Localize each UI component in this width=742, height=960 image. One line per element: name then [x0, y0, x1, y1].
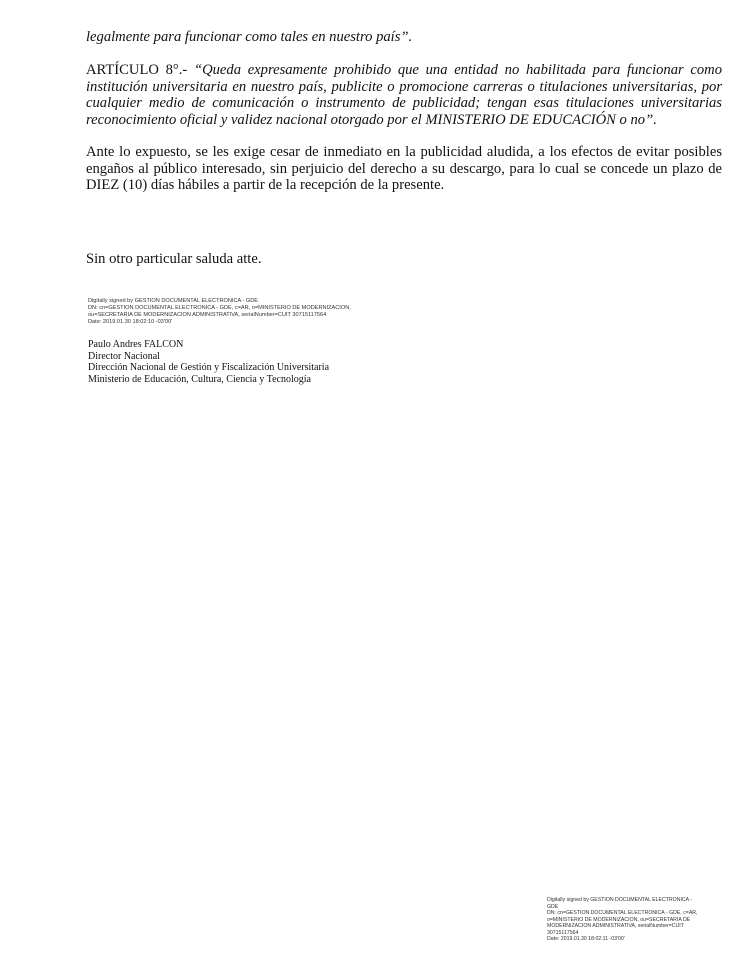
footer-signature-line: Digitally signed by GESTION DOCUMENTAL ELECTRONICA -: [547, 897, 692, 903]
footer-signature-line: Date: 2019.01.30 18:02:11 -03'00': [547, 936, 625, 942]
footer-signature-line: DN: cn=GESTION DOCUMENTAL ELECTRONICA - GDE, c=AR,: [547, 910, 698, 916]
signature-line: DN: cn=GESTION DOCUMENTAL ELECTRONICA - GDE, c=AR, o=MINISTERIO DE MODERNIZACION,: [88, 305, 351, 311]
footer-signature-line: o=MINISTERIO DE MODERNIZACION, ou=SECRETARIA DE: [547, 916, 691, 923]
signer-block: [88, 339, 329, 385]
signature-line: Date: 2019.01.30 18:02:10 -03'00': [88, 319, 173, 325]
continuation-paragraph: legalmente para funcionar como tales en nuestro país”.: [86, 29, 413, 45]
signer-ministry: Ministerio de Educación, Cultura, Ciencia y Tecnología: [88, 373, 311, 385]
signature-line: Digitally signed by GESTION DOCUMENTAL ELECTRONICA - GDE: [88, 298, 259, 304]
articulo-label: ARTÍCULO 8°.-: [86, 62, 188, 78]
footer-signature-line: GDE: [547, 903, 559, 910]
closing-salutation: Sin otro particular saluda atte.: [86, 251, 262, 267]
footer-digital-signature-stamp: [547, 897, 712, 943]
signature-line: ou=SECRETARIA DE MODERNIZACION ADMINISTRATIVA, serialNumber=CUIT 30715117564: [88, 312, 327, 318]
footer-signature-line: 30715117564: [547, 929, 579, 936]
footer-signature-line: MODERNIZACION ADMINISTRATIVA, serialNumber=CUIT: [547, 923, 684, 929]
articulo-paragraph: [86, 62, 722, 128]
ante-lo-expuesto-paragraph: Ante lo expuesto, se les exige cesar de inmediato en la publicidad aludida, a los efectos de evitar posibles engaños al público interesado, sin perjuicio del derecho a su descargo, para lo cual se concede un plazo de DIEZ (10) días hábiles a partir de la recepción de la presente.: [86, 144, 722, 194]
signer-title: Director Nacional: [88, 350, 160, 362]
articulo-quote: “Queda expresamente prohibido que una entidad no habilitada para funcionar como institución universitaria en nuestro país, publicite o promocione carreras o titulaciones universitarias, por cualquier medio de comunicación o instrumento de publicidad; tengan esas titulaciones universitarias reconocimiento oficial y validez nacional otorgado por el MINISTERIO DE EDUCACIÓN o no”.: [86, 62, 723, 128]
digital-signature-stamp: [88, 298, 408, 326]
signer-name: Paulo Andres FALCON: [88, 339, 184, 350]
signer-department: Dirección Nacional de Gestión y Fiscalización Universitaria: [88, 362, 330, 374]
